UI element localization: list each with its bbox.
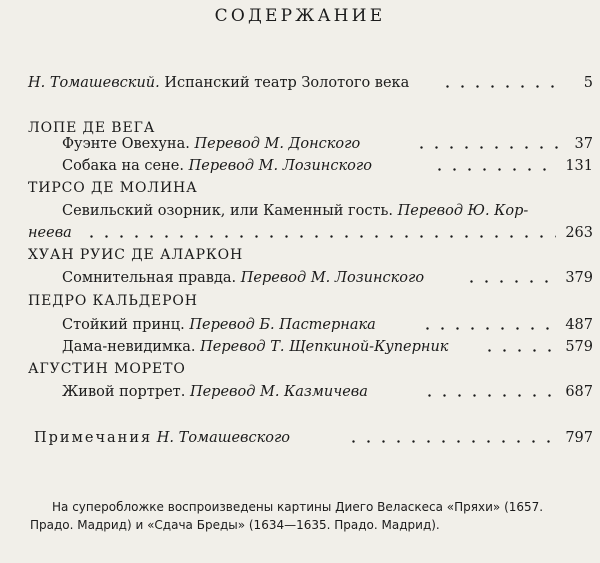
- page-number: 487: [565, 317, 593, 333]
- dot-leader: [440, 85, 562, 88]
- page-title: СОДЕРЖАНИЕ: [214, 6, 386, 26]
- dot-leader: [482, 349, 556, 352]
- page-number: 131: [565, 158, 593, 174]
- page-number: 37: [574, 136, 593, 152]
- page-number: 797: [565, 430, 593, 446]
- entry-translator: Перевод Т. Щепкиной-Куперник: [200, 339, 449, 355]
- section-alarcon: ХУАН РУИС ДЕ АЛАРКОН: [28, 247, 244, 263]
- toc-entry-sevilsky-ozornik[interactable]: [0, 199, 600, 223]
- entry-translator: Перевод М. Лозинского: [188, 158, 372, 174]
- page-number: 263: [565, 225, 593, 241]
- cover-footnote: На суперобложке воспроизведены картины Диего Веласкеса «Пряхи» (1657. Прадо. Мадрид) и «Сдача Бреды» (1634—1635. Прадо. Мадрид).: [30, 500, 544, 532]
- page-number: 379: [565, 270, 593, 286]
- page-number: 579: [565, 339, 593, 355]
- entry-translator: Перевод Б. Пастернака: [189, 317, 376, 333]
- entry-title: Фуэнте Овехуна.: [62, 136, 190, 152]
- dot-leader: [464, 280, 556, 283]
- entry-title: Собака на сене.: [62, 158, 184, 174]
- dot-leader: [414, 146, 562, 149]
- entry-title: Стойкий принц.: [62, 317, 185, 333]
- entry-title: Севильский озорник, или Каменный гость.: [62, 203, 393, 219]
- entry-title: Сомнительная правда.: [62, 270, 237, 286]
- entry-title: Дама-невидимка.: [62, 339, 196, 355]
- entry-translator: Перевод Ю. Кор-: [397, 203, 529, 219]
- section-calderon: ПЕДРО КАЛЬДЕРОН: [28, 293, 198, 309]
- section-lope-de-vega: ЛОПЕ ДЕ ВЕГА: [28, 120, 156, 136]
- dot-leader: [422, 394, 556, 397]
- toc-entry-dama-nevidimka[interactable]: [0, 335, 600, 359]
- toc-entry-notes[interactable]: [0, 426, 600, 450]
- toc-entry-intro[interactable]: [0, 71, 600, 95]
- dot-leader: [84, 235, 556, 238]
- toc-entry-sevilsky-ozornik-cont[interactable]: [0, 221, 600, 245]
- toc-entry-zhivoy-portret[interactable]: [0, 380, 600, 404]
- page-number: 687: [565, 384, 593, 400]
- dot-leader: [432, 168, 555, 171]
- intro-title: Испанский театр Золотого века: [164, 75, 410, 91]
- entry-translator: Перевод М. Донского: [194, 136, 361, 152]
- toc-entry-somnitelnaya-pravda[interactable]: [0, 266, 600, 290]
- dot-leader: [346, 440, 554, 443]
- toc-entry-stoyky-prints[interactable]: [0, 313, 600, 337]
- entry-translator-continuation: неева: [28, 225, 72, 241]
- dot-leader: [420, 327, 556, 330]
- section-moreto: АГУСТИН МОРЕТО: [28, 361, 186, 377]
- entry-title: Живой портрет.: [62, 384, 186, 400]
- intro-author: Н. Томашевский.: [28, 75, 160, 91]
- page-number: 5: [583, 75, 593, 91]
- notes-label: Примечания: [34, 430, 153, 446]
- entry-translator: Перевод М. Лозинского: [240, 270, 425, 286]
- entry-translator: Перевод М. Казмичева: [189, 384, 368, 400]
- notes-author: Н. Томашевского: [156, 430, 291, 446]
- section-tirso-de-molina: ТИРСО ДЕ МОЛИНА: [28, 180, 198, 196]
- toc-entry-sobaka-na-sene[interactable]: [0, 154, 600, 178]
- toc-entry-fuente-ovejuna[interactable]: [0, 132, 600, 156]
